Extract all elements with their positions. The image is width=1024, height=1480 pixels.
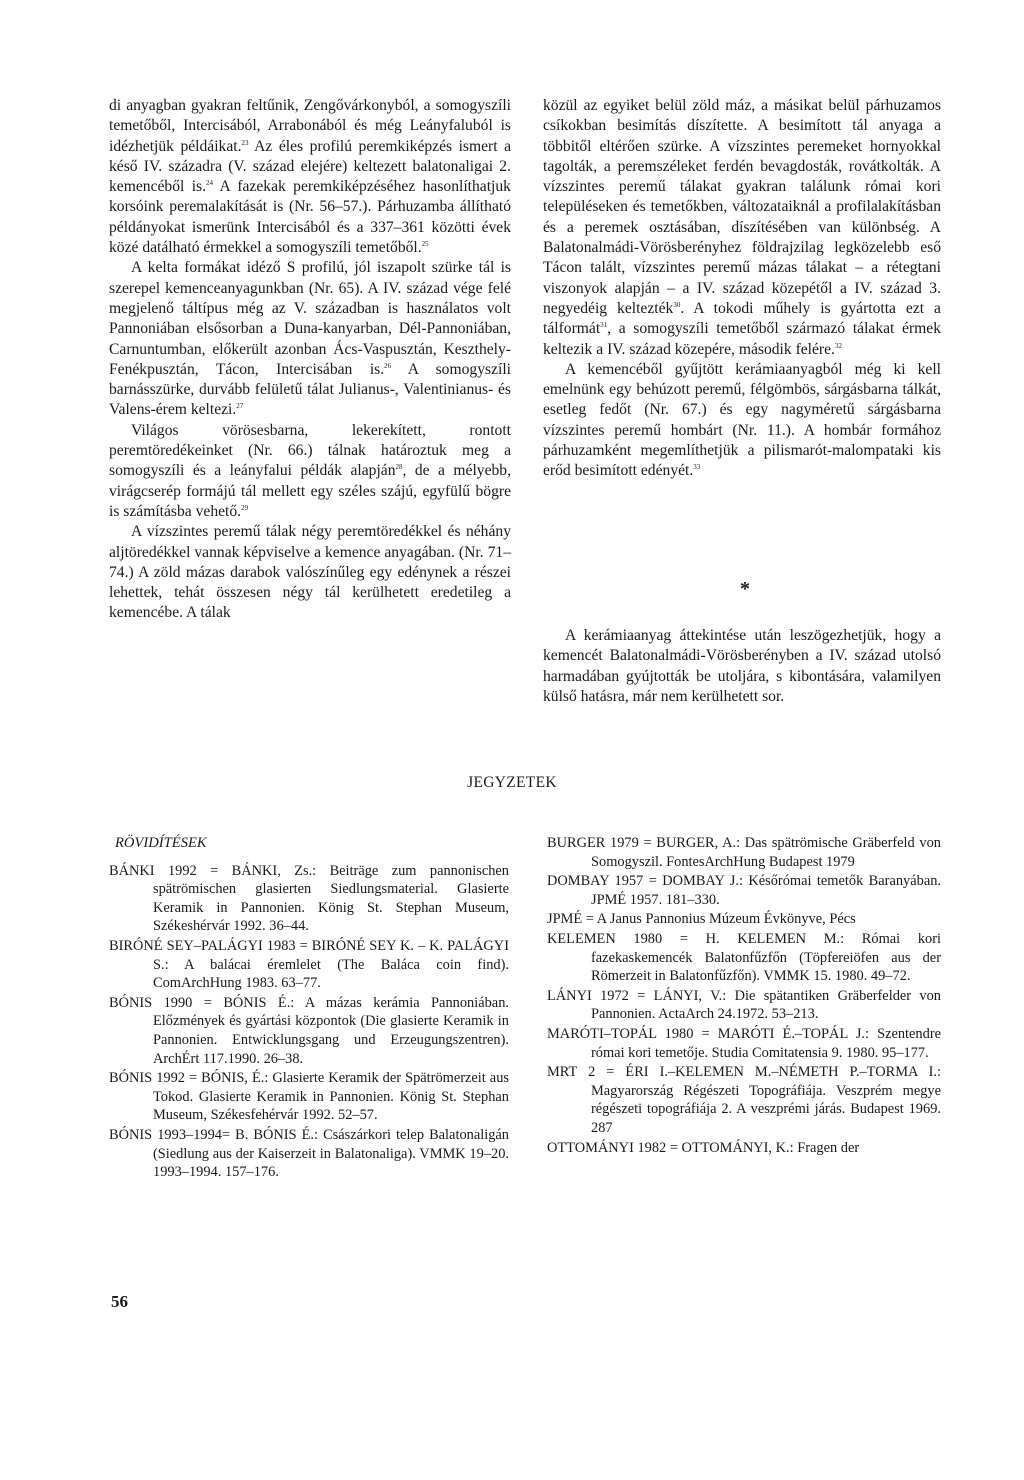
reference-entry: BÓNIS 1992 = BÓNIS, É.: Glasierte Keramik der Spätrömerzeit aus Tokod. Glasierte Keramik in Pannonien. König St. Stephan Museum, Székesfehérvár 1992. 52–57.: [109, 1070, 509, 1124]
reference-entry: BÁNKI 1992 = BÁNKI, Zs.: Beiträge zum pannonischen spätrömischen glasierten Siedlungsmaterial. Glasierte Keramik in Pannonien. König St. Stephan Museum, Székeshérvár 1992. 36–44.: [109, 862, 509, 935]
paragraph: A kelta formákat idéző S profilú, jól iszapolt szürke tál is szerepel kemenceanyagunkban (Nr. 65). A IV. század vége felé megjelenő táltípus még az V. században is használatos volt Pannoniában elsősorban a Duna-kanyarban, Dél-Pannoniában, Carnuntumban, előkerült azonban Ács-Vaspusztán, Keszthely-Fenékpusztán, Tácon, Intercisában is.$^{26}$ A somogyszíli barnásszürke, durvább felületű tálat Julianus-, Valentinianus- és Valens-érem keltezi.$^{27}$: [109, 259, 511, 419]
reference-entry: BIRÓNÉ SEY–PALÁGYI 1983 = BIRÓNÉ SEY K. – K. PALÁGYI S.: A balácai éremlelet (The Baláca coin find). ComArchHung 1983. 63–77.: [109, 937, 509, 992]
footnote-ref: 24: [206, 179, 214, 188]
reference-entry: JPMÉ = A Janus Pannonius Múzeum Évkönyve, Pécs: [547, 911, 856, 928]
reference-entry: MRT 2 = ÉRI I.–KELEMEN M.–NÉMETH P.–TORMA I.: Magyarország Régészeti Topográfiája. Veszprém megye régészeti topográfiája 2. A veszprémi járás. Budapest 1969. 287: [547, 1064, 941, 1136]
reference-entry: DOMBAY 1957 = DOMBAY J.: Későrómai temetők Baranyában. JPMÉ 1957. 181–330.: [547, 873, 941, 908]
footnote-ref: 27: [236, 402, 244, 411]
paragraph: Világos vörösesbarna, lekerekített, rontott peremtöredékeinket (Nr. 66.) tálnak határoztuk meg a somogyszíli és a leányfalui példák alapján$^{28}$, de a mélyebb, virágcserép formájú tál mellett egy széles szájú, egyfülű bögre is számításba vehető.$^{29}$: [109, 421, 511, 520]
left-text-column: [109, 96, 511, 624]
footnote-ref: 30: [673, 300, 681, 309]
reference-entry: MARÓTI–TOPÁL 1980 = MARÓTI É.–TOPÁL J.: Szentendre római kori temetője. Studia Comitatensia 9. 1980. 95–177.: [547, 1025, 941, 1061]
footnote-ref: 25: [421, 240, 429, 249]
footnote-ref: 28: [395, 463, 403, 472]
conclusion-paragraph: A kerámiaanyag áttekintése után leszögezhetjük, hogy a kemencét Balatonalmádi-Vörösberényben a IV. század utolsó harmadában gyújtották be utoljára, s kibontására, valamilyen külső hatásra, már nem kerülhetett sor.: [543, 627, 941, 705]
notes-heading: JEGYZETEK: [467, 774, 557, 791]
reference-entry: BURGER 1979 = BURGER, A.: Das spätrömische Gräberfeld von Somogyszil. FontesArchHung Budapest 1979: [547, 835, 941, 870]
reference-entry: OTTOMÁNYI 1982 = OTTOMÁNYI, K.: Fragen der: [547, 1139, 860, 1156]
right-text-column: [543, 96, 941, 482]
footnote-ref: 33: [693, 463, 701, 472]
paragraph: közül az egyiket belül zöld máz, a másikat belül párhuzamos csíkokban besimítás díszítette. A besimított tál anyaga a többitől eltérően szürke. A vízszintes peremeket hornyokkal tagolták, a peremszéleket ferdén bevagdosták, rovátkolták. A vízszintes peremű tálakat gyakran találunk római kori településeken és temetőkben, változataiknál a profilalakításban és a peremek osztásában, díszítésében van különbség. A Balatonalmádi-Vörösberényhez földrajzilag legközelebb eső Tácon talált, vízszintes peremű mázas tálakat – a rétegtani viszonyok alapján – a IV. század közepétől a IV. század 3. negyedéig keltezték$^{30}$. A tokodi műhely is gyártotta ezt a tálformát$^{31}$, a somogyszíli temetőből származó tálakat érmek keltezik a IV. század közepére, második felére.$^{32}$: [543, 97, 941, 358]
page-number: 56: [111, 1292, 128, 1311]
reference-entry: KELEMEN 1980 = H. KELEMEN M.: Római kori fazekaskemencék Balatonfűzfőn (Töpfereiöfen aus der Römerzeit in Balatonfűzfőn). VMMK 15. 1980. 49–72.: [547, 930, 941, 985]
section-separator-asterisk: *: [740, 578, 750, 600]
footnote-ref: 29: [241, 503, 249, 512]
reference-entry: BÓNIS 1990 = BÓNIS É.: A mázas kerámia Pannoniában. Előzmények és gyártási központok (Die glasierte Keramik in Pannonien. Entwicklungsgang und Erzeugungszentren). ArchÉrt 117.1990. 26–38.: [109, 994, 509, 1067]
reference-entry: BÓNIS 1993–1994= B. BÓNIS É.: Császárkori telep Balatonaligán (Siedlung aus der Kaiserzeit in Balatonaliga). VMMK 19–20. 1993–1994. 157–176.: [109, 1126, 509, 1181]
footnote-ref: 31: [600, 321, 608, 330]
references-right: [547, 834, 941, 1158]
abbreviations-heading: RÖVIDÍTÉSEK: [115, 835, 207, 851]
footnote-ref: 32: [834, 341, 842, 350]
paragraph: di anyagban gyakran feltűnik, Zengővárkonyból, a somogyszíli temetőből, Intercisából, Arrabonából és még Leányfaluból is idézhetjük példáikat.$^{23}$ Az éles profilú peremkiképzés ismert a késő IV. századra (V. század elejére) keltezett balatonaligai 2. kemencéből is.$^{24}$ A fazekak peremkiképzéséhez hasonlíthatjuk korsóink peremalakítását is (Nr. 56–57.). Párhuzamba állítható példányokat ismerünk Intercisából és a 337–361 közötti évek közé datálható érmekkel a somogyszíli temetőből.$^{25}$: [109, 97, 511, 257]
paragraph: A kemencéből gyűjtött kerámiaanyagból még ki kell emelnünk egy behúzott peremű, félgömbös, sárgásbarna tálkát, esetleg fedőt (Nr. 67.) és egy nagyméretű sárgásbarna vízszintes peremű hombárt (Nr. 11.). A hombár formához párhuzamként megemlíthetjük a pilismarót-malompataki kis erőd besimított edényét.$^{33}$: [543, 360, 941, 480]
footnote-ref: 23: [241, 138, 249, 147]
reference-entry: LÁNYI 1972 = LÁNYI, V.: Die spätantiken Gräberfelder von Pannonien. ActaArch 24.1972. 53–213.: [547, 987, 941, 1023]
paragraph: A vízszintes peremű tálak négy peremtöredékkel és néhány aljtöredékkel vannak képviselve a kemence anyagában. (Nr. 71–74.) A zöld mázas darabok valószínűleg egy edénynek a részei lehettek, tehát összesen négy tál kerülhetett eredetileg a kemencébe. A tálak: [109, 523, 511, 622]
footnote-ref: 26: [384, 361, 392, 370]
references-left: [109, 834, 509, 1183]
